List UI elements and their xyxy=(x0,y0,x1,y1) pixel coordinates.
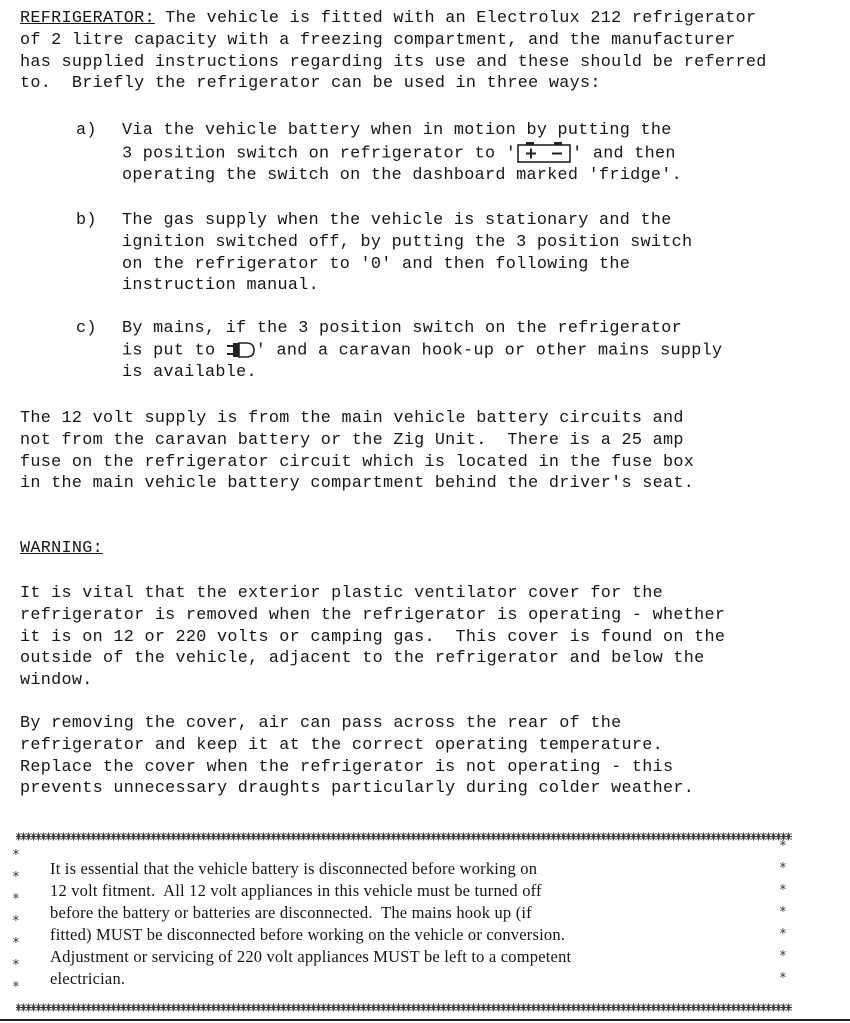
intro-first-line: The vehicle is fitted with an Electrolux 212 refrigerator xyxy=(154,9,757,28)
star-border-bottom xyxy=(16,1003,792,1012)
list-marker: a) xyxy=(76,121,97,140)
list-marker: b) xyxy=(76,211,97,230)
item-line: operating the switch on the dashboard marked 'fridge'. xyxy=(122,166,683,186)
intro-line: of 2 litre capacity with a freezing compartment, and the manufacturer xyxy=(20,30,736,50)
page-bottom-rule xyxy=(0,1019,850,1021)
item-line: Via the vehicle battery when in motion by putting the xyxy=(122,121,672,140)
item-line: instruction manual. xyxy=(122,276,320,296)
note-box-text xyxy=(50,858,770,990)
note-line: before the battery or batteries are disconnected. The mains hook up (if xyxy=(50,903,532,922)
paragraph-line: window. xyxy=(20,671,93,691)
star-border-right: * * * * * * * xyxy=(779,839,787,986)
paragraph-line: refrigerator and keep it at the correct operating temperature. xyxy=(20,735,663,755)
list-item-a xyxy=(76,120,836,186)
item-line-start: 3 position switch on refrigerator to ' xyxy=(122,144,517,164)
list-item-b xyxy=(76,210,836,298)
note-line: 12 volt fitment. All 12 volt appliances in this vehicle must be turned off xyxy=(50,881,542,900)
item-line-end: ' and a caravan hook-up or other mains supply xyxy=(255,341,723,361)
intro-line: has supplied instructions regarding its use and these should be referred xyxy=(20,52,767,72)
item-line: is available. xyxy=(122,363,257,383)
note-line: It is essential that the vehicle battery is disconnected before working on xyxy=(50,859,538,878)
paragraph-line: prevents unnecessary draughts particularly during colder weather. xyxy=(20,779,695,799)
paragraph-line: not from the caravan battery or the Zig Unit. There is a 25 amp xyxy=(20,430,684,450)
star-border-left: * * * * * * * xyxy=(12,848,20,995)
item-line-end: ' and then xyxy=(572,144,676,164)
paragraph-line: Replace the cover when the refrigerator is not operating - this xyxy=(20,757,674,777)
star-border-top xyxy=(16,832,792,841)
warning-paragraph-2 xyxy=(20,713,846,800)
warning-heading: WARNING: xyxy=(20,539,103,558)
item-line: By mains, if the 3 position switch on the refrigerator xyxy=(122,319,683,338)
note-line: electrician. xyxy=(50,969,126,988)
paragraph-line: outside of the vehicle, adjacent to the refrigerator and below the xyxy=(20,649,705,669)
item-line-start: is put to xyxy=(122,341,226,361)
list-item-c xyxy=(76,318,836,384)
supply-paragraph xyxy=(20,408,846,495)
mains-plug-icon xyxy=(226,340,256,360)
warning-heading-block xyxy=(20,538,846,560)
intro-line: to. Briefly the refrigerator can be used in three ways: xyxy=(20,74,601,94)
paragraph-line: By removing the cover, air can pass across the rear of the xyxy=(20,714,622,733)
paragraph-line: in the main vehicle battery compartment behind the driver's seat. xyxy=(20,474,695,494)
list-marker: c) xyxy=(76,319,97,338)
paragraph-line: It is vital that the exterior plastic ventilator cover for the xyxy=(20,584,663,603)
section-heading-refrigerator: REFRIGERATOR: xyxy=(20,9,155,28)
warning-paragraph-1 xyxy=(20,583,846,692)
item-line: on the refrigerator to '0' and then following the xyxy=(122,254,631,274)
note-line: fitted) MUST be disconnected before working on the vehicle or conversion. xyxy=(50,925,566,944)
paragraph-line: The 12 volt supply is from the main vehicle battery circuits and xyxy=(20,409,684,428)
item-line: ignition switched off, by putting the 3 position switch xyxy=(122,232,693,252)
paragraph-line: refrigerator is removed when the refrigerator is operating - whether xyxy=(20,605,726,625)
item-line: The gas supply when the vehicle is stationary and the xyxy=(122,211,672,230)
battery-plus-minus-icon xyxy=(516,142,572,164)
note-line: Adjustment or servicing of 220 volt appliances MUST be left to a competent xyxy=(50,947,572,966)
intro-paragraph xyxy=(20,8,846,95)
paragraph-line: fuse on the refrigerator circuit which is located in the fuse box xyxy=(20,452,695,472)
paragraph-line: it is on 12 or 220 volts or camping gas. This cover is found on the xyxy=(20,627,726,647)
